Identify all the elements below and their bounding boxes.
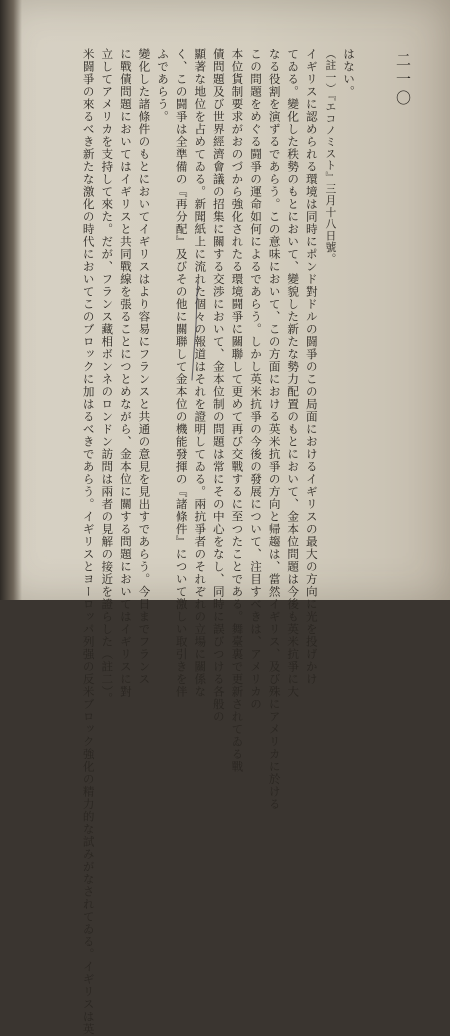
text-line: なる役割を演ずるであらう。この意味において、この方面における英米抗爭の方向と帰趨は、當然イギリス、及び殊にアメリカに於ける [267, 48, 282, 811]
text-line: 米闘爭の來るべき新たな激化の時代においてこのブロックに加はるべきであらう。イギリスとヨーロッパ列强の反米ブロック強化の精力的な試みがなされてゐる。イギリスは英 [81, 48, 96, 1036]
text-line: はない。 [342, 48, 356, 98]
footnote-line: （註一）『エコノミスト』三月十八日號。 [324, 48, 338, 265]
book-gutter-shadow [0, 0, 22, 600]
text-line: てゐる。變化した秩勢のもとにおいて、變貌した新たな勢力配置のもとにおいて、金本位問題は今後も英米抗爭に大 [286, 48, 301, 698]
text-line: 顯著な地位を占めてゐる。新聞紙上に流れた個々の報道はそれを證明してゐる。兩抗爭者のそれぞれの立場に關係な [193, 48, 208, 698]
text-line: 變化した諸條件のもとにおいてイギリスはより容易にフランスと共通の意見を見出すであらう。今日までフランス [137, 48, 152, 686]
text-line: 立してアメリカを支持して來た。だが、フランス藏相ボンネのロンドン訪問は兩者の見解の接近を證らした（註二）。 [100, 48, 115, 705]
text-line: 本位貨制要求がおのづから強化されたる環境闘爭に關聯して更めて再び交戰するに至つたことである。舞臺裏で更新されてゐる戰 [230, 48, 245, 773]
text-line: ふであらう。 [156, 48, 171, 123]
text-line: に戰債問題においてはイギリスと共同戰線を張ることにつとめながら、金本位に關する問題においてはイギリスに對 [118, 48, 133, 698]
text-line: 債問題及び世界經濟會議の招集に關する交渉において、金本位制の問題は常にその中心をなし、同時に誤びつける各般の [211, 48, 226, 723]
text-line: この問題をめぐる闘爭の運命如何によるであらう。しかし英米抗爭の今後の發展について、注目すべきは、アメリカの [249, 48, 264, 711]
vertical-text-body [79, 48, 358, 1036]
text-line: イギリスに認められる環境は同時にポンド對ドルの闘爭のこの局面におけるイギリスの最大の方向に光を投げかけ [304, 48, 319, 686]
text-line: く、この闘爭は全準備の『再分配』及びその他に關聯して金本位の機能發揮の『諸條件』について激しい取引きを伴 [174, 48, 189, 698]
page-number: 二一〇 [394, 52, 412, 109]
